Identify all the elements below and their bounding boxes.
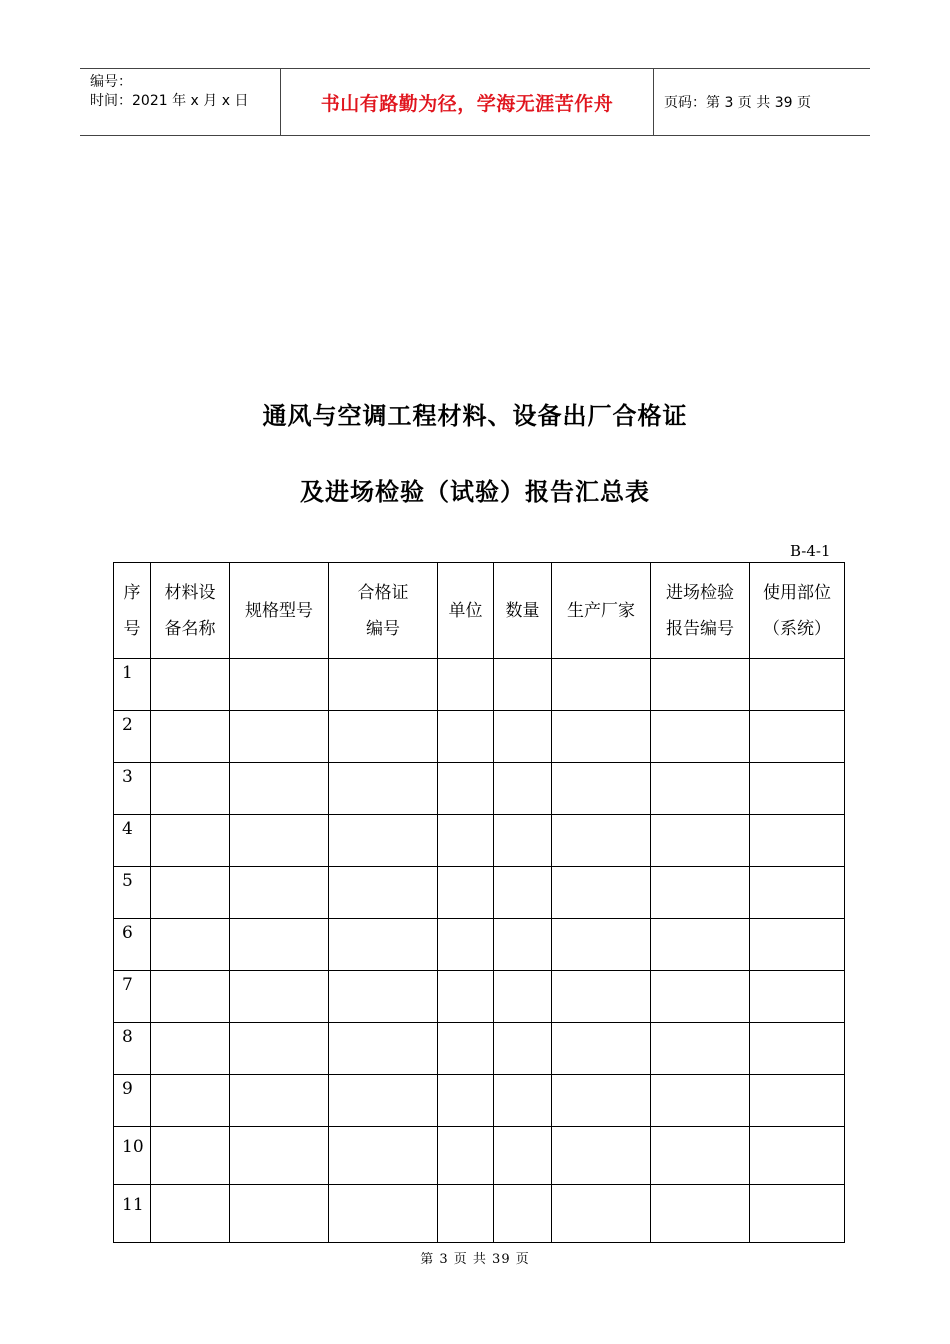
table-cell[interactable] (438, 1075, 494, 1127)
header-time-label: 时间：2021 年 x 月 x 日 (90, 93, 249, 109)
table-header-row (114, 563, 845, 659)
table-cell[interactable] (750, 1127, 845, 1185)
table-cell[interactable] (552, 1185, 651, 1243)
table-cell[interactable] (151, 711, 230, 763)
row-number: 8 (114, 1023, 151, 1075)
table-cell[interactable] (651, 867, 750, 919)
table-cell[interactable] (552, 711, 651, 763)
table-cell[interactable] (750, 971, 845, 1023)
summary-table (113, 562, 845, 1243)
row-number: 11 (114, 1185, 151, 1243)
table-cell[interactable] (552, 763, 651, 815)
table-cell[interactable] (552, 867, 651, 919)
table-row (114, 1023, 845, 1075)
table-cell[interactable] (494, 1023, 552, 1075)
table-row (114, 1127, 845, 1185)
table-cell[interactable] (651, 1023, 750, 1075)
table-cell[interactable] (651, 919, 750, 971)
table-cell[interactable] (230, 919, 329, 971)
table-cell[interactable] (651, 763, 750, 815)
page-header (80, 68, 870, 136)
table-row (114, 815, 845, 867)
table-cell[interactable] (494, 659, 552, 711)
table-cell[interactable] (494, 711, 552, 763)
table-row (114, 919, 845, 971)
table-cell[interactable] (230, 1127, 329, 1185)
row-number: 2 (114, 711, 151, 763)
table-cell[interactable] (651, 1127, 750, 1185)
table-cell[interactable] (438, 763, 494, 815)
header-page-label: 页码：第 3 页 共 39 页 (664, 95, 811, 111)
table-cell[interactable] (651, 659, 750, 711)
table-cell[interactable] (230, 1185, 329, 1243)
table-cell[interactable] (151, 971, 230, 1023)
table-cell[interactable] (750, 815, 845, 867)
table-cell[interactable] (750, 867, 845, 919)
row-number: 10 (114, 1127, 151, 1185)
table-cell[interactable] (750, 1185, 845, 1243)
table-cell[interactable] (230, 1075, 329, 1127)
table-cell[interactable] (494, 919, 552, 971)
table-cell[interactable] (329, 1023, 438, 1075)
table-cell[interactable] (329, 1185, 438, 1243)
column-header-seq: 序 号 (114, 563, 151, 659)
header-motto: 书山有路勤为径，学海无涯苦作舟 (320, 92, 614, 115)
header-motto-cell (281, 69, 654, 135)
table-cell[interactable] (438, 867, 494, 919)
table-cell[interactable] (750, 659, 845, 711)
table-cell[interactable] (151, 1185, 230, 1243)
table-cell[interactable] (151, 815, 230, 867)
table-row (114, 867, 845, 919)
header-code-label: 编号： (90, 74, 132, 90)
table-cell[interactable] (329, 867, 438, 919)
document-title-line2: 及进场检验（试验）报告汇总表 (300, 477, 650, 506)
row-number: 9 (114, 1075, 151, 1127)
table-cell[interactable] (552, 1023, 651, 1075)
table-cell[interactable] (151, 1023, 230, 1075)
table-cell[interactable] (230, 659, 329, 711)
table-row (114, 971, 845, 1023)
table-cell[interactable] (494, 1185, 552, 1243)
table-cell[interactable] (151, 919, 230, 971)
table-cell[interactable] (494, 763, 552, 815)
table-cell[interactable] (329, 1127, 438, 1185)
page-footer: 第 3 页 共 39 页 (420, 1252, 530, 1267)
table-cell[interactable] (494, 815, 552, 867)
table-cell[interactable] (329, 659, 438, 711)
table-cell[interactable] (329, 815, 438, 867)
table-cell[interactable] (438, 919, 494, 971)
table-row (114, 659, 845, 711)
table-cell[interactable] (651, 971, 750, 1023)
table-cell[interactable] (151, 763, 230, 815)
table-cell[interactable] (552, 1127, 651, 1185)
table-cell[interactable] (552, 659, 651, 711)
table-cell[interactable] (329, 1075, 438, 1127)
table-cell[interactable] (494, 1127, 552, 1185)
row-number: 3 (114, 763, 151, 815)
table-cell[interactable] (151, 659, 230, 711)
column-header-location: 使用部位 （系统） (750, 563, 845, 659)
column-header-spec: 规格型号 (230, 563, 329, 659)
row-number: 7 (114, 971, 151, 1023)
row-number: 4 (114, 815, 151, 867)
table-cell[interactable] (438, 1127, 494, 1185)
table-cell[interactable] (651, 1075, 750, 1127)
table-cell[interactable] (438, 1185, 494, 1243)
table-cell[interactable] (494, 1075, 552, 1127)
row-number: 6 (114, 919, 151, 971)
table-cell[interactable] (151, 1127, 230, 1185)
table-cell[interactable] (750, 711, 845, 763)
table-cell[interactable] (552, 815, 651, 867)
table-cell[interactable] (230, 711, 329, 763)
table-cell[interactable] (494, 867, 552, 919)
table-cell[interactable] (651, 1185, 750, 1243)
table-cell[interactable] (552, 1075, 651, 1127)
table-cell[interactable] (750, 763, 845, 815)
table-cell[interactable] (230, 815, 329, 867)
column-header-unit: 单位 (438, 563, 494, 659)
row-number: 1 (114, 659, 151, 711)
column-header-maker: 生产厂家 (552, 563, 651, 659)
table-cell[interactable] (230, 1023, 329, 1075)
table-cell[interactable] (750, 1075, 845, 1127)
table-cell[interactable] (552, 971, 651, 1023)
column-header-cert: 合格证 编号 (329, 563, 438, 659)
table-cell[interactable] (750, 1023, 845, 1075)
table-cell[interactable] (438, 971, 494, 1023)
table-cell[interactable] (750, 919, 845, 971)
table-row (114, 711, 845, 763)
table-cell[interactable] (151, 1075, 230, 1127)
table-cell[interactable] (329, 763, 438, 815)
table-cell[interactable] (230, 763, 329, 815)
table-cell[interactable] (329, 971, 438, 1023)
table-cell[interactable] (329, 919, 438, 971)
table-cell[interactable] (552, 919, 651, 971)
table-cell[interactable] (230, 971, 329, 1023)
table-cell[interactable] (651, 815, 750, 867)
table-cell[interactable] (494, 971, 552, 1023)
table-cell[interactable] (151, 867, 230, 919)
table-cell[interactable] (438, 711, 494, 763)
form-code: B-4-1 (790, 542, 831, 560)
row-number: 5 (114, 867, 151, 919)
table-row (114, 763, 845, 815)
table-cell[interactable] (438, 815, 494, 867)
column-header-qty: 数量 (494, 563, 552, 659)
header-page-cell (654, 69, 870, 135)
table-cell[interactable] (230, 867, 329, 919)
column-header-name: 材料设 备名称 (151, 563, 230, 659)
table-cell[interactable] (329, 711, 438, 763)
column-header-report: 进场检验 报告编号 (651, 563, 750, 659)
table-cell[interactable] (438, 1023, 494, 1075)
table-row (114, 1185, 845, 1243)
table-cell[interactable] (438, 659, 494, 711)
document-title-line1: 通风与空调工程材料、设备出厂合格证 (262, 401, 688, 430)
table-row (114, 1075, 845, 1127)
table-cell[interactable] (651, 711, 750, 763)
header-meta (80, 69, 281, 135)
